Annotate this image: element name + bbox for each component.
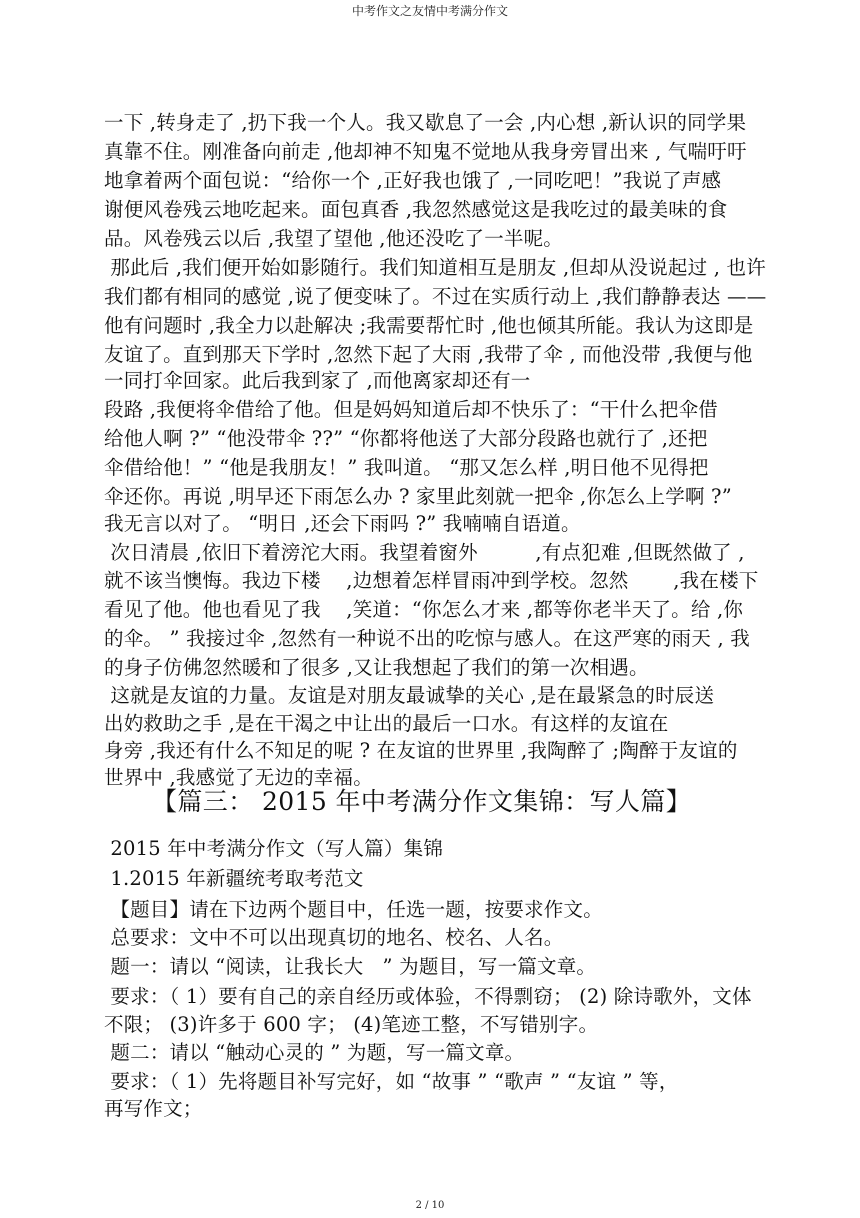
- text-line: 那此后 ,我们便开始如影随行。我们知道相互是朋友 ,但却从没说起过 , 也许: [104, 256, 766, 279]
- text-line: 品。风卷残云以后 ,我望了望他 ,他还没吃了一半呢。: [104, 227, 563, 250]
- text-line: 【题目】请在下边两个题目中，任选一题，按要求作文。: [104, 898, 603, 921]
- text-line: 1.2015 年新疆统考取考范文: [104, 867, 364, 890]
- text-line: 题一：请以 “阅读，让我长大 ” 为题目，写一篇文章。: [104, 955, 597, 978]
- text-line: 我们都有相同的感觉 ,说了便变味了。不过在实质行动上 ,我们静静表达 ——: [104, 285, 767, 308]
- section-heading: 【篇三： 2015 年中考满分作文集锦：写人篇】: [152, 787, 692, 816]
- page-number: 2 / 10: [415, 1200, 445, 1211]
- text-line: 一下 ,转身走了 ,扔下我一个人。我又歇息了一会 ,内心想 ,新认识的同学果: [104, 111, 747, 134]
- text-line: 友谊了。直到那天下学时 ,忽然下起了大雨 ,我带了伞 , 而他没带 ,我便与他: [104, 343, 753, 366]
- text-line: 谢便风卷残云地吃起来。面包真香 ,我忽然感觉这是我吃过的最美味的食: [104, 198, 728, 221]
- text-line: 就不该当懊悔。我边下楼 ,边想着怎样冒雨冲到学校。忽然 ,我在楼下: [104, 569, 759, 592]
- text-line: 伞借给他！” “他是我朋友！” 我叫道。 “那又怎么样 ,明日他不见得把: [104, 456, 709, 479]
- text-line: 要求：（ 1）要有自己的亲自经历或体验，不得剽窃； (2) 除诗歌外，文体: [104, 985, 752, 1008]
- text-line: 这就是友谊的力量。友谊是对朋友最诚挚的关心 ,是在最紧急的时辰送: [104, 684, 715, 707]
- text-line: 我无言以对了。 “明日 ,还会下雨吗 ?” 我喃喃自语道。: [104, 512, 581, 535]
- text-line: 题二：请以 “触动心灵的 ” 为题，写一篇文章。: [104, 1041, 525, 1064]
- text-line: 的伞。 ” 我接过伞 ,忽然有一种说不出的吃惊与感人。在这严寒的雨天 , 我: [104, 627, 750, 650]
- text-line: 再写作文；: [104, 1097, 203, 1120]
- text-line: 段路 ,我便将伞借给了他。但是妈妈知道后却不快乐了：“干什么把伞借: [104, 398, 718, 421]
- text-line: 次日清晨 ,依旧下着滂沱大雨。我望着窗外 ,有点犯难 ,但既然做了 ,: [104, 541, 745, 564]
- text-line: 他有问题时 ,我全力以赴解决 ;我需要帮忙时 ,他也倾其所能。我认为这即是: [104, 314, 754, 337]
- text-line: 真靠不住。刚准备向前走 ,他却神不知鬼不觉地从我身旁冒出来 , 气喘吁吁: [104, 140, 747, 163]
- text-line: 伞还你。再说 ,明早还下雨怎么办 ? 家里此刻就一把伞 ,你怎么上学啊 ?”: [104, 485, 732, 508]
- text-line: 世界中 ,我感觉了无边的幸福。: [104, 766, 373, 789]
- text-line: 的身子仿佛忽然暖和了很多 ,又让我想起了我们的第一次相遇。: [104, 656, 649, 679]
- text-line: 总要求：文中不可以出现真切的地名、校名、人名。: [104, 926, 564, 949]
- text-line: 出妁救助之手 ,是在干渴之中让出的最后一口水。有这样的友谊在: [104, 712, 669, 735]
- text-line: 地拿着两个面包说：“给你一个 ,正好我也饿了 ,一同吃吧！”我说了声感: [104, 169, 722, 192]
- text-line: 给他人啊 ?” “他没带伞 ??” “你都将他送了大部分段路也就行了 ,还把: [104, 427, 708, 450]
- text-line: 要求：（ 1）先将题目补写完好，如 “故事 ” “歌声 ” “友谊 ” 等，: [104, 1070, 679, 1093]
- text-line: 2015 年中考满分作文（写人篇）集锦: [104, 837, 444, 860]
- text-line: 不限； (3)许多于 600 字； (4)笔迹工整，不写错别字。: [104, 1013, 599, 1036]
- text-line: 一同打伞回家。此后我到家了 ,而他离家却还有一: [104, 369, 531, 392]
- text-line: 身旁 ,我还有什么不知足的呢 ? 在友谊的世界里 ,我陶醉了 ;陶醉于友谊的: [104, 739, 738, 762]
- page-header-title: 中考作文之友情中考满分作文: [351, 4, 508, 18]
- text-line: 看见了他。他也看见了我 ,笑道：“你怎么才来 ,都等你老半天了。给 ,你: [104, 598, 744, 621]
